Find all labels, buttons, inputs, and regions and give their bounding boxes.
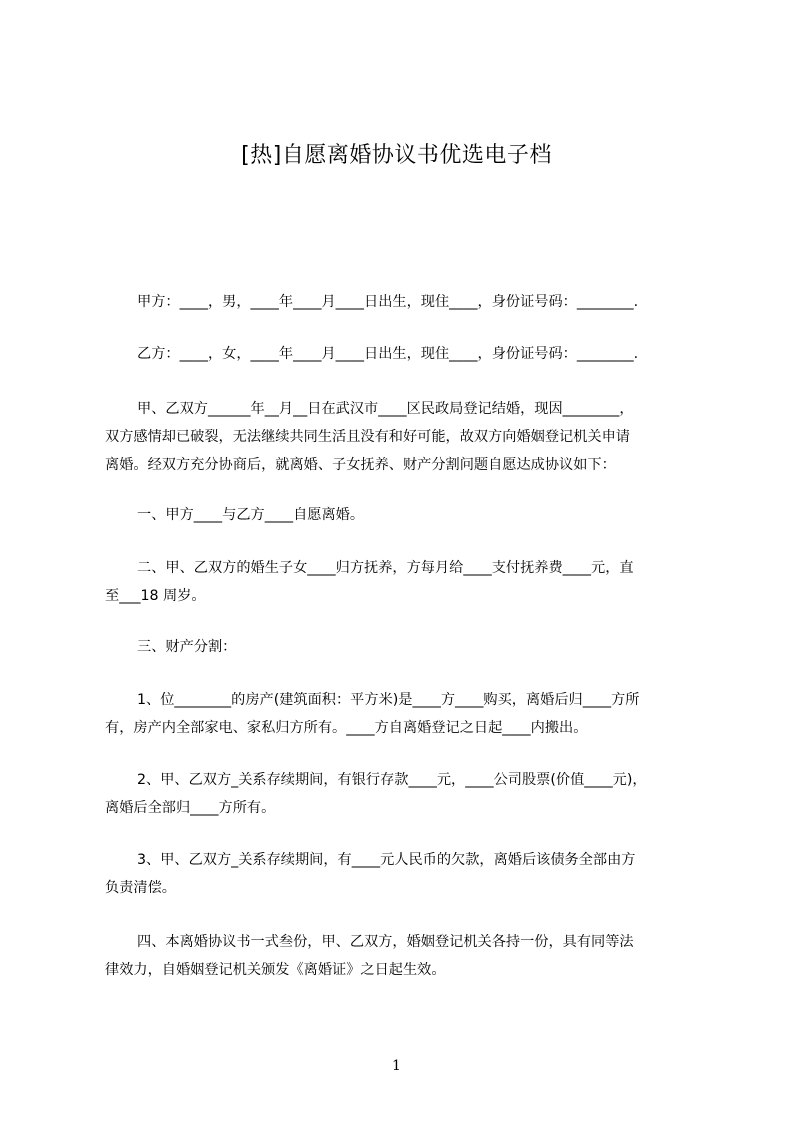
clause-1-line: 一、甲方____与乙方____自愿离婚。 (137, 507, 365, 523)
clause-4-paragraph (105, 928, 705, 984)
clause-1-paragraph (105, 501, 705, 529)
clause-4-line-2: 律效力，自婚姻登记机关颁发《离婚证》之日起生效。 (105, 962, 446, 978)
intro-line-2: 双方感情却已破裂，无法继续共同生活且没有和好可能，故双方向婚姻登记机关申请 (105, 429, 630, 445)
clause-3-heading-paragraph (105, 633, 705, 661)
property-3-line-1: 3、甲、乙双方_关系存续期间，有____元人民币的欠款，离婚后该债务全部由方 (137, 852, 636, 868)
party-b-line: 乙方：____，女，____年____月____日出生，现住____，身份证号码：________. (137, 346, 639, 362)
clause-3-heading: 三、财产分割： (137, 639, 237, 655)
clause-2-line-1: 二、甲、乙双方的婚生子女____归方抚养，方每月给____支付抚养费____元，直 (137, 560, 634, 576)
party-b-paragraph (105, 340, 705, 368)
property-1-line-2: 有，房产内全部家电、家私归方所有。____方自离婚登记之日起____内搬出。 (105, 720, 588, 736)
party-a-line: 甲方：____，男，____年____月____日出生，现住____，身份证号码：________. (137, 294, 639, 310)
party-a-paragraph (105, 288, 705, 316)
page-number: 1 (392, 1058, 401, 1074)
property-2-line-2: 离婚后全部归____方所有。 (105, 800, 276, 816)
property-3-paragraph (105, 846, 705, 902)
document-title: [热]自愿离婚协议书优选电子档 (241, 143, 552, 168)
property-2-paragraph (105, 766, 705, 822)
property-1-line-1: 1、位________的房产(建筑面积：平方米)是____方____购买，离婚后归____方所 (137, 692, 640, 708)
clause-2-line-2: 至___18 周岁。 (105, 588, 206, 604)
intro-line-3: 离婚。经双方充分协商后，就离婚、子女抚养、财产分割问题自愿达成协议如下： (105, 457, 616, 473)
intro-paragraph (105, 395, 705, 479)
clause-2-paragraph (105, 554, 705, 610)
property-3-line-2: 负责清偿。 (105, 880, 176, 896)
property-1-paragraph (105, 686, 705, 742)
property-2-line-1: 2、甲、乙双方_关系存续期间，有银行存款____元，____公司股票(价值____元)， (137, 772, 647, 788)
intro-line-1: 甲、乙双方______年__月__日在武汉市____区民政局登记结婚，现因________， (137, 401, 634, 417)
clause-4-line-1: 四、本离婚协议书一式叁份，甲、乙双方，婚姻登记机关各持一份，具有同等法 (137, 934, 634, 950)
